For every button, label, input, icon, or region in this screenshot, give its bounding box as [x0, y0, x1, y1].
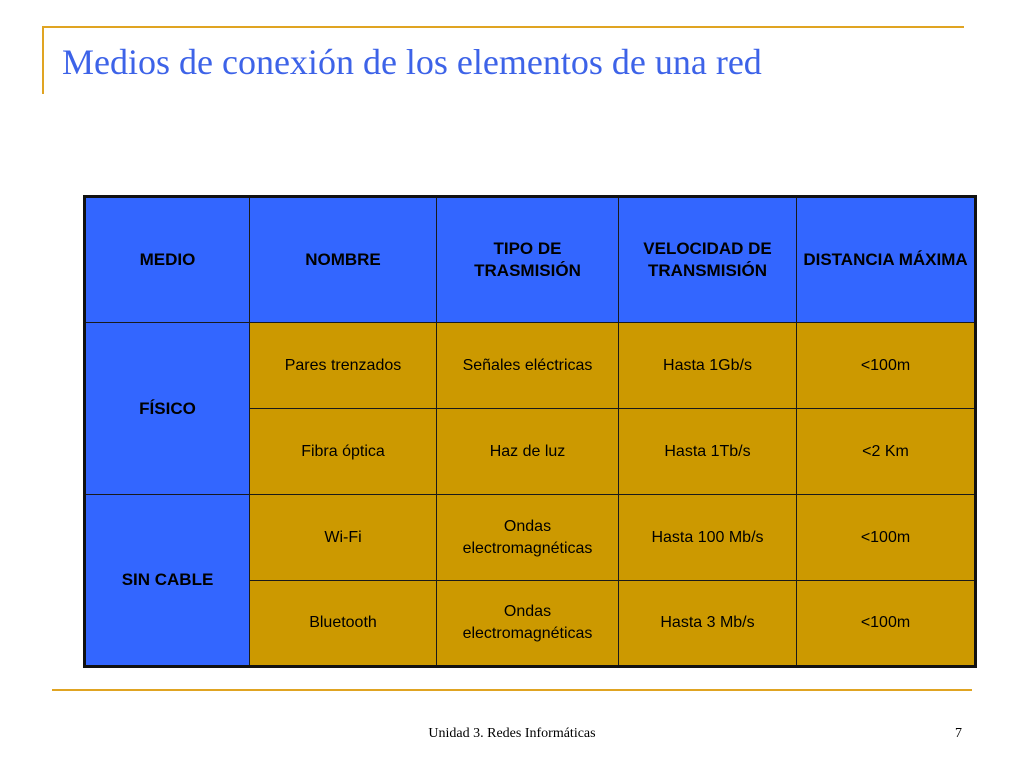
cell-tipo: Haz de luz: [437, 409, 619, 495]
cell-tipo: Ondas electromagnéticas: [437, 495, 619, 581]
header-nombre: NOMBRE: [250, 197, 437, 323]
table-row: [85, 323, 976, 409]
group-label-fisico: FÍSICO: [85, 323, 250, 495]
cell-distancia: <2 Km: [797, 409, 976, 495]
group-label-sin-cable: SIN CABLE: [85, 495, 250, 667]
cell-tipo: Señales eléctricas: [437, 323, 619, 409]
cell-velocidad: Hasta 1Gb/s: [619, 323, 797, 409]
network-media-table: [83, 195, 977, 668]
cell-nombre: Bluetooth: [250, 581, 437, 667]
cell-nombre: Wi-Fi: [250, 495, 437, 581]
cell-velocidad: Hasta 3 Mb/s: [619, 581, 797, 667]
cell-distancia: <100m: [797, 495, 976, 581]
header-velocidad-transmision: VELOCIDAD DE TRANSMISIÓN: [619, 197, 797, 323]
footer-text: Unidad 3. Redes Informáticas: [428, 726, 596, 741]
page-number: 7: [955, 726, 962, 741]
table-row: [85, 495, 976, 581]
slide-title: Medios de conexión de los elementos de una red: [62, 42, 762, 82]
cell-nombre: Fibra óptica: [250, 409, 437, 495]
header-medio: MEDIO: [85, 197, 250, 323]
top-accent-line: [42, 26, 964, 28]
header-distancia-maxima: DISTANCIA MÁXIMA: [797, 197, 976, 323]
cell-velocidad: Hasta 1Tb/s: [619, 409, 797, 495]
cell-distancia: <100m: [797, 323, 976, 409]
cell-tipo: Ondas electromagnéticas: [437, 581, 619, 667]
table-header-row: [85, 197, 976, 323]
header-tipo-trasmision: TIPO DE TRASMISIÓN: [437, 197, 619, 323]
left-accent-line: [42, 26, 44, 94]
cell-distancia: <100m: [797, 581, 976, 667]
cell-velocidad: Hasta 100 Mb/s: [619, 495, 797, 581]
cell-nombre: Pares trenzados: [250, 323, 437, 409]
bottom-accent-line: [52, 689, 972, 691]
